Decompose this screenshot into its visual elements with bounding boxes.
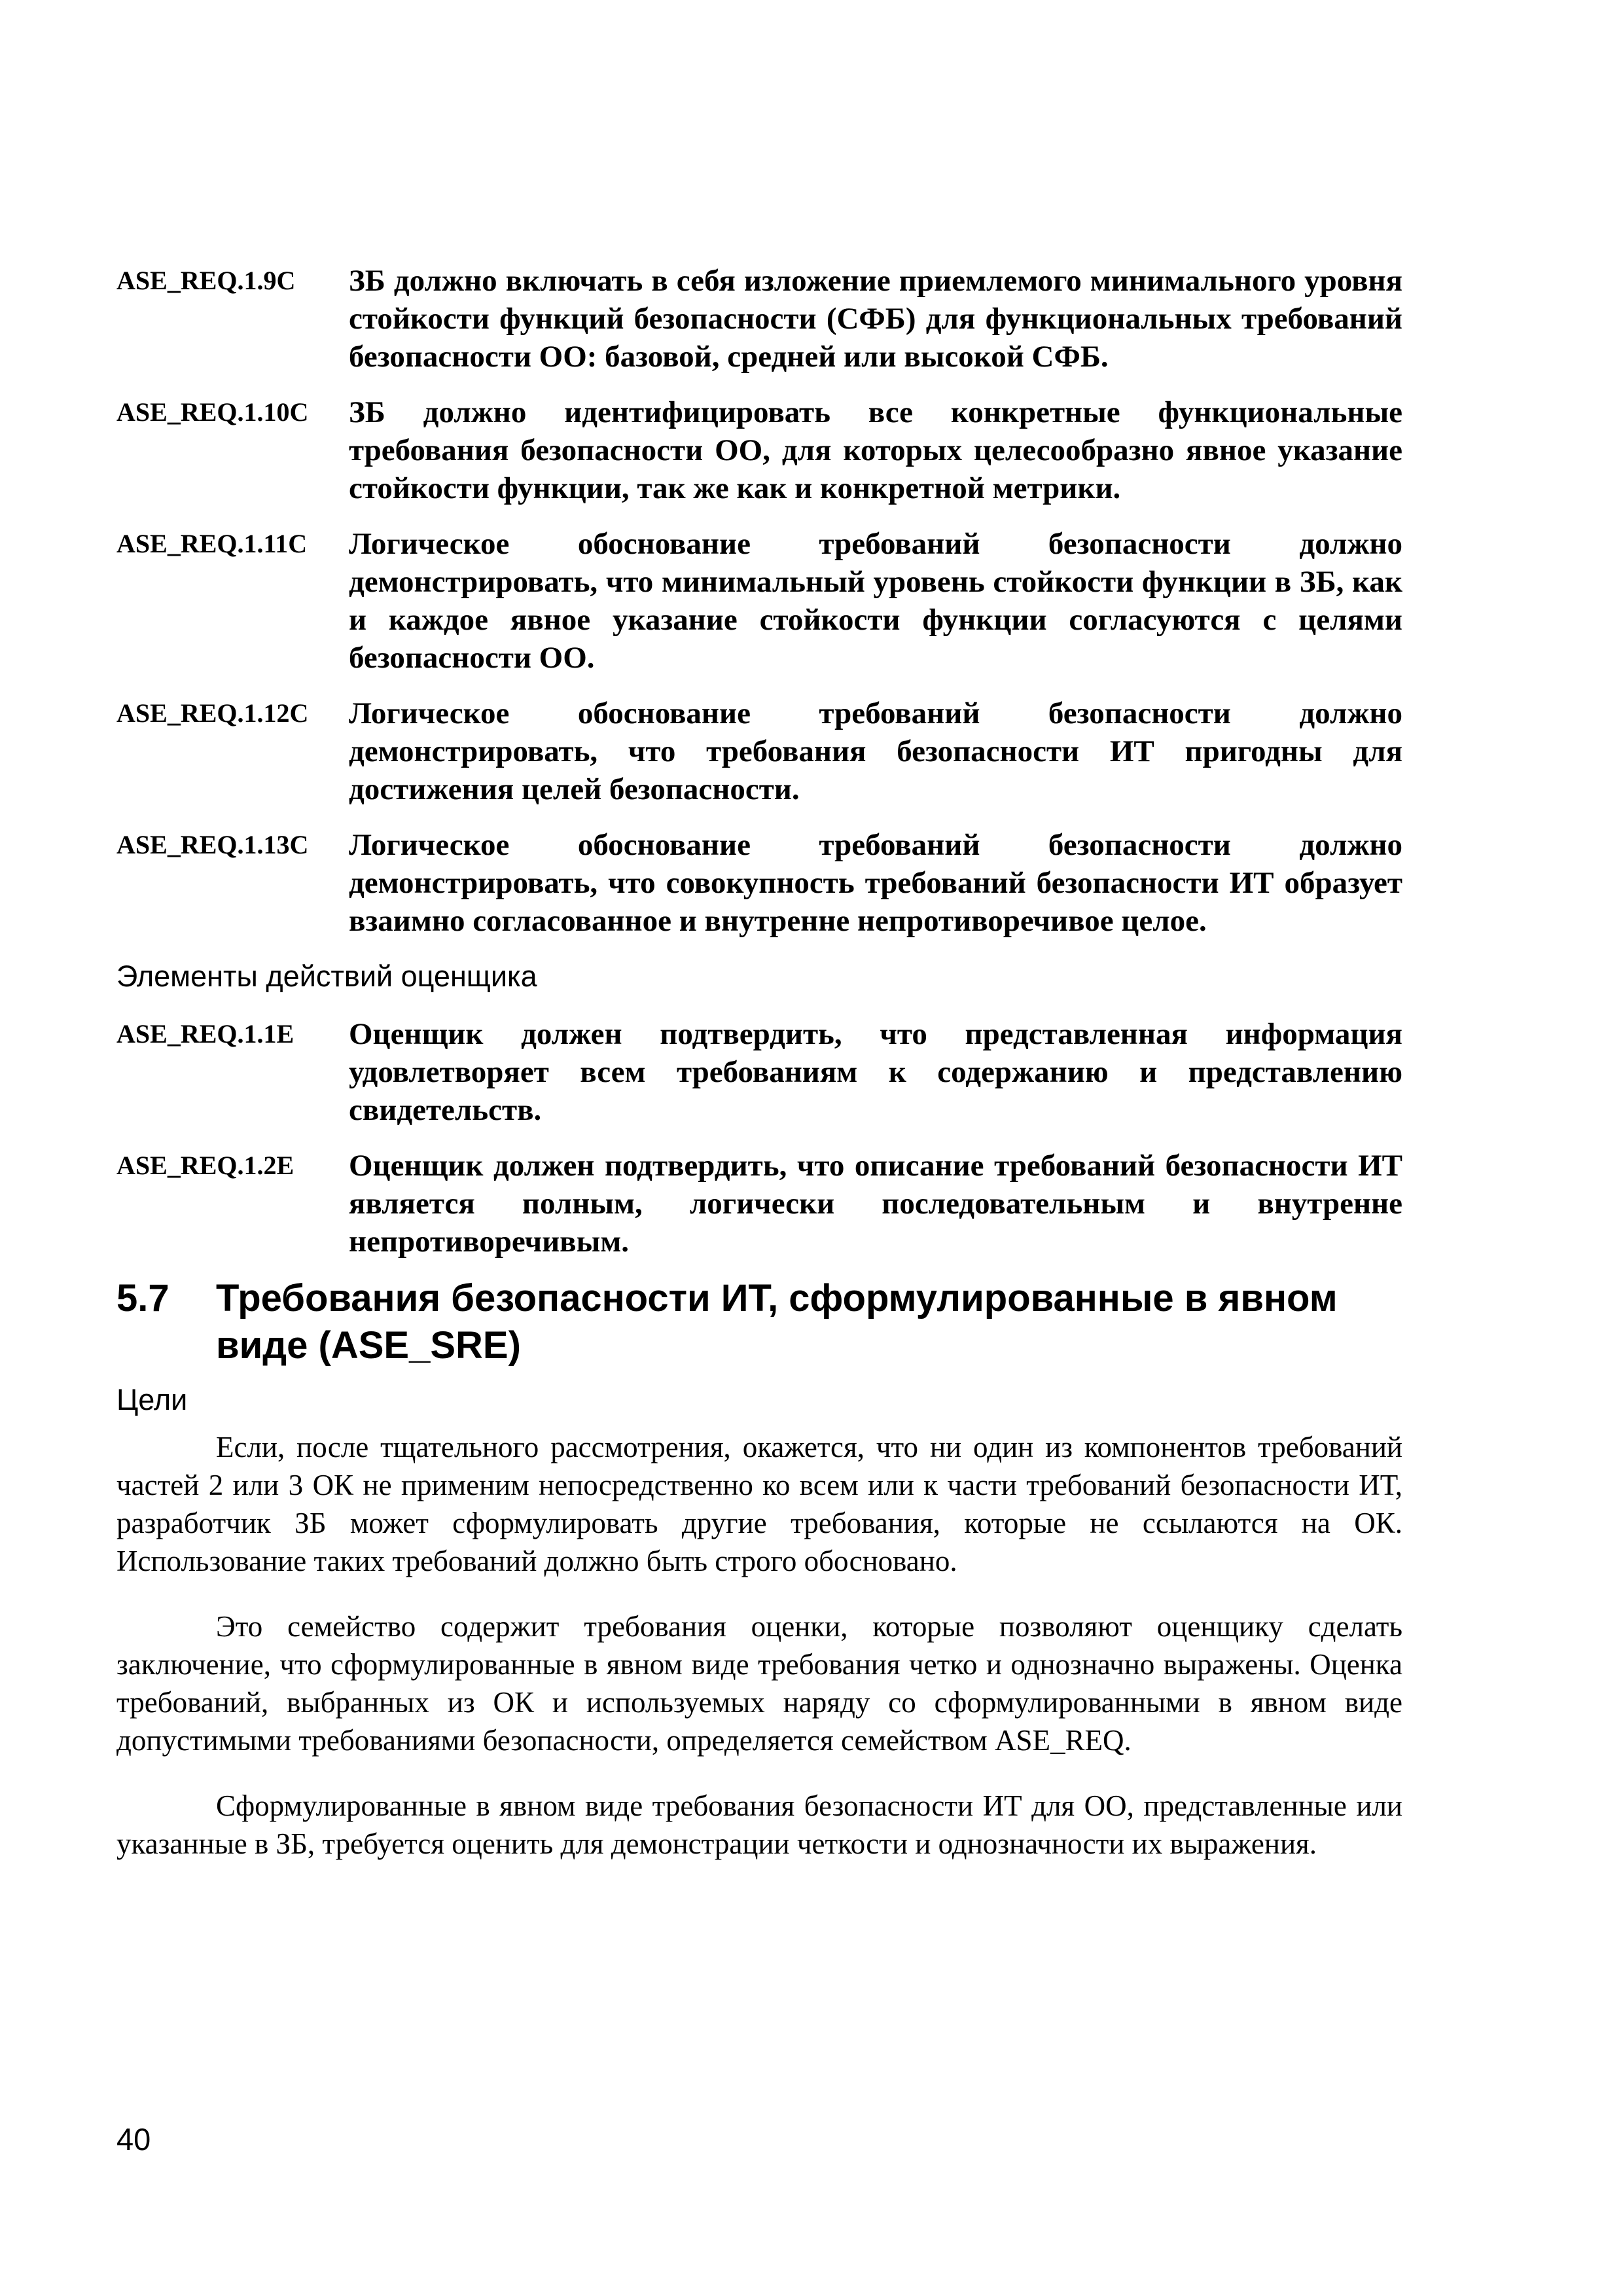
requirement-text: ЗБ должно включать в себя изложение приемлемого минимального уровня стойкости функций безопасности (СФБ) для функциональных требований безопасности ОО: базовой, средней или высокой СФБ.	[349, 264, 1402, 374]
requirement-text: Логическое обоснование требований безопасности должно демонстрировать, что совокупность требований безопасности ИТ образует взаимно согласованное и внутренне непротиворечивое целое.	[349, 828, 1402, 938]
requirement-item	[116, 826, 1402, 940]
requirement-id: ASE_REQ.1.11C	[116, 529, 308, 558]
body-paragraph: Если, после тщательного рассмотрения, окажется, что ни один из компонентов требований частей 2 или 3 ОК не применим непосредственно ко всем или к части требований безопасности ИТ, разработчик ЗБ может сформулировать другие требования, которые не ссылаются на ОК. Использование таких требований должно быть строго обосновано.	[116, 1431, 1402, 1577]
requirement-text: ЗБ должно идентифицировать все конкретные функциональные требования безопасности ОО, для которых целесообразно явное указание стойкости функции, так же как и конкретной метрики.	[349, 395, 1402, 505]
evaluator-action-item	[116, 1147, 1402, 1261]
requirement-text: Логическое обоснование требований безопасности должно демонстрировать, что минимальный уровень стойкости функции в ЗБ, как и каждое явное указание стойкости функции согласуются с целями безопасности ОО.	[349, 527, 1402, 675]
requirement-item	[116, 262, 1402, 376]
section-heading	[116, 1275, 1402, 1369]
section-number: 5.7	[116, 1277, 169, 1319]
requirement-text: Логическое обоснование требований безопасности должно демонстрировать, что требования безопасности ИТ пригодны для достижения целей безопасности.	[349, 696, 1402, 806]
evaluator-action-id: ASE_REQ.1.2E	[116, 1151, 294, 1180]
requirement-id: ASE_REQ.1.13C	[116, 830, 309, 859]
requirement-id: ASE_REQ.1.9C	[116, 266, 296, 295]
body-paragraph: Это семейство содержит требования оценки, которые позволяют оценщику сделать заключение, что сформулированные в явном виде требования четко и однозначно выражены. Оценка требований, выбранных из ОК и используемых наряду со сформулированными в явном виде допустимыми требованиями безопасности, определяется семейством ASE_REQ.	[116, 1610, 1402, 1757]
evaluator-action-item	[116, 1015, 1402, 1129]
requirements-list	[116, 262, 1402, 1278]
requirement-item	[116, 525, 1402, 677]
page-number: 40	[116, 2122, 151, 2157]
requirement-item	[116, 393, 1402, 507]
evaluator-action-id: ASE_REQ.1.1E	[116, 1019, 294, 1049]
goals-heading: Цели	[116, 1383, 188, 1416]
requirement-item	[116, 694, 1402, 808]
evaluator-action-text: Оценщик должен подтвердить, что представленная информация удовлетворяет всем требованиям к содержанию и представлению свидетельств.	[349, 1017, 1402, 1127]
requirement-id: ASE_REQ.1.12C	[116, 698, 309, 728]
evaluator-actions-heading: Элементы действий оценщика	[116, 960, 537, 993]
section-title: Требования безопасности ИТ, сформулированные в явном виде (ASE_SRE)	[216, 1277, 1338, 1367]
section-body	[116, 1381, 1402, 1890]
body-paragraph: Сформулированные в явном виде требования безопасности ИТ для ОО, представленные или указанные в ЗБ, требуется оценить для демонстрации четкости и однозначности их выражения.	[116, 1789, 1402, 1860]
requirement-id: ASE_REQ.1.10C	[116, 397, 309, 427]
evaluator-action-text: Оценщик должен подтвердить, что описание требований безопасности ИТ является полным, логически последовательным и внутренне непротиворечивым.	[349, 1149, 1402, 1259]
